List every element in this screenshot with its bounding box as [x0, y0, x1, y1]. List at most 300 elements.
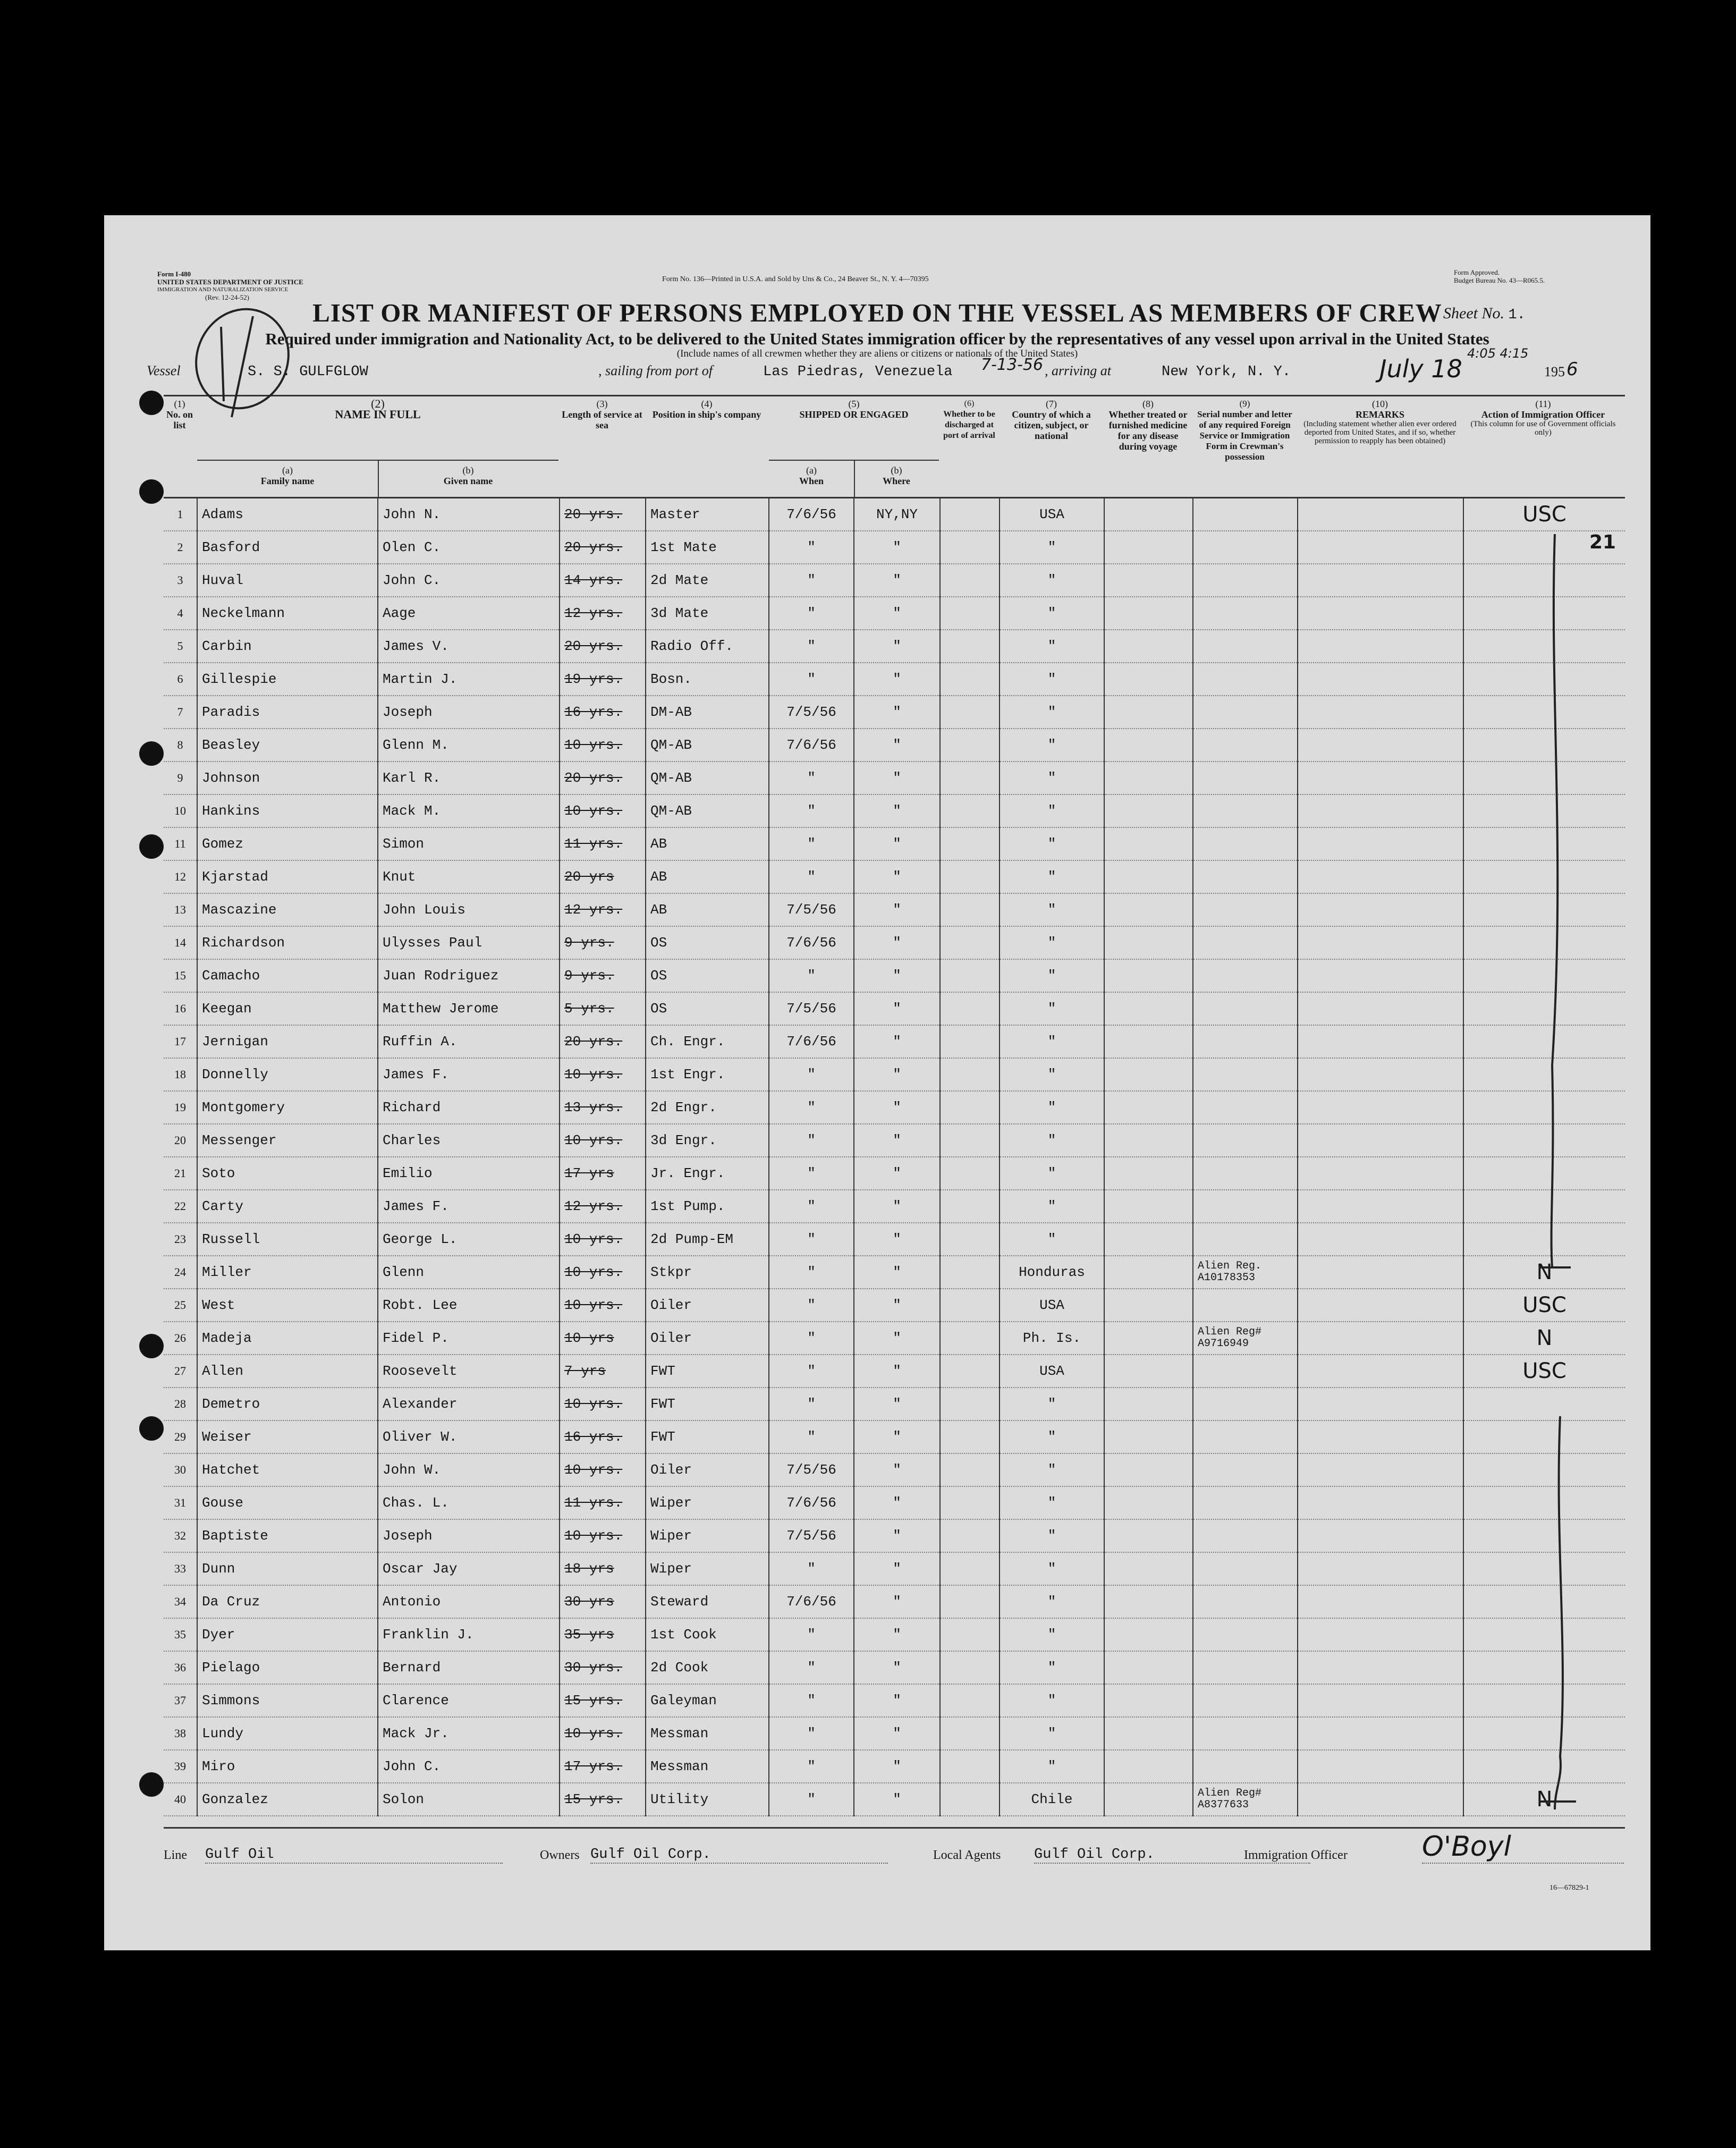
cell-med: [1104, 893, 1193, 926]
table-row: [164, 1025, 1625, 1058]
cell-med: [1104, 531, 1193, 564]
table-row: [164, 1058, 1625, 1091]
cell-where: ": [854, 1322, 940, 1355]
cell-where: ": [854, 663, 940, 696]
cell-country: ": [1000, 1388, 1104, 1420]
cell-form: [1193, 498, 1298, 531]
cell-given: Matthew Jerome: [378, 992, 560, 1025]
cell-action: USC: [1463, 1355, 1625, 1388]
cell-service: 20 yrs: [560, 860, 646, 893]
cell-med: [1104, 1091, 1193, 1124]
cell-med: [1104, 1322, 1193, 1355]
cell-position: Oiler: [646, 1289, 769, 1322]
cell-position: 1st Mate: [646, 531, 769, 564]
cell-med: [1104, 1190, 1193, 1223]
cell-when: ": [769, 1552, 854, 1585]
cell-service: 20 yrs.: [560, 630, 646, 663]
page-number: 21: [1589, 531, 1616, 553]
cell-form: [1193, 1190, 1298, 1223]
cell-service: 10 yrs.: [560, 1256, 646, 1289]
cell-disch: [940, 1091, 1000, 1124]
cell-family: Keegan: [197, 992, 378, 1025]
table-row: [164, 794, 1625, 827]
cell-service: 18 yrs: [560, 1552, 646, 1585]
cell-when: ": [769, 1783, 854, 1816]
cell-position: Jr. Engr.: [646, 1157, 769, 1190]
cell-family: Da Cruz: [197, 1585, 378, 1618]
cell-med: [1104, 1256, 1193, 1289]
cell-no: 35: [164, 1618, 197, 1651]
cell-service: 16 yrs.: [560, 1420, 646, 1453]
cell-med: [1104, 564, 1193, 597]
cell-disch: [940, 1388, 1000, 1420]
cell-country: ": [1000, 1717, 1104, 1750]
cell-position: Bosn.: [646, 663, 769, 696]
cell-where: ": [854, 1025, 940, 1058]
cell-given: Roosevelt: [378, 1355, 560, 1388]
sheet-number: 1.: [1508, 307, 1526, 323]
cell-form: [1193, 1025, 1298, 1058]
cell-service: 12 yrs.: [560, 1190, 646, 1223]
table-row: [164, 1256, 1625, 1289]
cell-service: 12 yrs.: [560, 893, 646, 926]
cell-country: ": [1000, 1486, 1104, 1519]
col-no-header: (1) No. on list: [166, 399, 193, 430]
cell-family: Dunn: [197, 1552, 378, 1585]
cell-family: Johnson: [197, 762, 378, 794]
cell-country: ": [1000, 1519, 1104, 1552]
cell-where: ": [854, 1750, 940, 1783]
cell-form: Alien Reg. A10178353: [1193, 1256, 1298, 1289]
cell-where: ": [854, 959, 940, 992]
cell-remarks: [1298, 992, 1463, 1025]
cell-country: ": [1000, 1552, 1104, 1585]
cell-disch: [940, 564, 1000, 597]
cell-no: 39: [164, 1750, 197, 1783]
cell-position: Messman: [646, 1717, 769, 1750]
cell-given: Solon: [378, 1783, 560, 1816]
table-row: [164, 1124, 1625, 1157]
cell-position: QM-AB: [646, 794, 769, 827]
cell-no: 17: [164, 1025, 197, 1058]
cell-remarks: [1298, 959, 1463, 992]
cell-med: [1104, 1355, 1193, 1388]
cell-disch: [940, 498, 1000, 531]
line-value: Gulf Oil: [205, 1847, 503, 1864]
cell-position: Master: [646, 498, 769, 531]
cell-given: John Louis: [378, 893, 560, 926]
cell-no: 28: [164, 1388, 197, 1420]
cell-position: 3d Mate: [646, 597, 769, 630]
cell-service: 30 yrs: [560, 1585, 646, 1618]
cell-when: ": [769, 1091, 854, 1124]
cell-country: ": [1000, 893, 1104, 926]
cell-position: FWT: [646, 1420, 769, 1453]
cell-family: Gouse: [197, 1486, 378, 1519]
cell-position: Utility: [646, 1783, 769, 1816]
cell-service: 10 yrs: [560, 1322, 646, 1355]
cell-where: ": [854, 1783, 940, 1816]
cell-where: ": [854, 1486, 940, 1519]
cell-service: 10 yrs.: [560, 794, 646, 827]
cell-form: [1193, 1453, 1298, 1486]
cell-service: 20 yrs.: [560, 1025, 646, 1058]
cell-no: 14: [164, 926, 197, 959]
cell-given: Charles: [378, 1124, 560, 1157]
officer-signature: O'Boyl: [1422, 1831, 1624, 1864]
cell-remarks: [1298, 794, 1463, 827]
cell-position: Wiper: [646, 1552, 769, 1585]
cell-remarks: [1298, 1223, 1463, 1256]
cell-where: ": [854, 696, 940, 729]
cell-remarks: [1298, 860, 1463, 893]
cell-position: Wiper: [646, 1519, 769, 1552]
cell-country: ": [1000, 1651, 1104, 1684]
punch-hole: [139, 391, 164, 415]
cell-country: ": [1000, 1453, 1104, 1486]
cell-form: [1193, 1585, 1298, 1618]
cell-position: DM-AB: [646, 696, 769, 729]
cell-when: 7/5/56: [769, 1519, 854, 1552]
cell-form: [1193, 531, 1298, 564]
cell-family: Gillespie: [197, 663, 378, 696]
cell-given: Karl R.: [378, 762, 560, 794]
cell-when: ": [769, 1355, 854, 1388]
cell-remarks: [1298, 1289, 1463, 1322]
cell-country: ": [1000, 630, 1104, 663]
cell-family: West: [197, 1289, 378, 1322]
cell-remarks: [1298, 564, 1463, 597]
departure-port: Las Piedras, Venezuela: [763, 364, 953, 380]
cell-position: 2d Cook: [646, 1651, 769, 1684]
arrival-date: July 18: [1379, 354, 1462, 383]
col-serial-header: (9) Serial number and letter of any required Foreign Service or Immigration Form in Crewman's possession: [1197, 399, 1292, 462]
table-row: [164, 1618, 1625, 1651]
cell-service: 10 yrs.: [560, 1717, 646, 1750]
punch-hole: [139, 1416, 164, 1441]
cell-disch: [940, 1618, 1000, 1651]
cell-service: 10 yrs.: [560, 1124, 646, 1157]
form-revision: (Rev. 12-24-52): [205, 293, 249, 301]
cell-given: Knut: [378, 860, 560, 893]
table-bottom-rule: [164, 1827, 1625, 1829]
cell-country: Ph. Is.: [1000, 1322, 1104, 1355]
table-row: [164, 1355, 1625, 1388]
table-row: [164, 1585, 1625, 1618]
cell-given: Martin J.: [378, 663, 560, 696]
cell-disch: [940, 1519, 1000, 1552]
cell-service: 14 yrs.: [560, 564, 646, 597]
table-row: [164, 630, 1625, 663]
cell-service: 20 yrs.: [560, 498, 646, 531]
cell-when: ": [769, 1124, 854, 1157]
cell-position: Ch. Engr.: [646, 1025, 769, 1058]
cell-remarks: [1298, 1453, 1463, 1486]
cell-family: Mascazine: [197, 893, 378, 926]
table-row: [164, 1388, 1625, 1420]
cell-no: 36: [164, 1651, 197, 1684]
cell-med: [1104, 1289, 1193, 1322]
cell-when: ": [769, 663, 854, 696]
cell-no: 5: [164, 630, 197, 663]
cell-disch: [940, 1058, 1000, 1091]
cell-family: Allen: [197, 1355, 378, 1388]
cell-no: 4: [164, 597, 197, 630]
cell-no: 11: [164, 827, 197, 860]
cell-action: N: [1463, 1783, 1625, 1816]
cell-family: Paradis: [197, 696, 378, 729]
cell-action: USC: [1463, 1289, 1625, 1322]
cell-med: [1104, 1025, 1193, 1058]
cell-given: Glenn M.: [378, 729, 560, 762]
cell-country: ": [1000, 1025, 1104, 1058]
cell-form: [1193, 1717, 1298, 1750]
cell-form: [1193, 630, 1298, 663]
cell-no: 3: [164, 564, 197, 597]
cell-country: ": [1000, 1190, 1104, 1223]
cell-disch: [940, 1256, 1000, 1289]
cell-when: ": [769, 1684, 854, 1717]
cell-position: 2d Mate: [646, 564, 769, 597]
cell-disch: [940, 1585, 1000, 1618]
cell-remarks: [1298, 1091, 1463, 1124]
cell-disch: [940, 959, 1000, 992]
table-row: [164, 498, 1625, 531]
cell-given: John C.: [378, 1750, 560, 1783]
cell-form: [1193, 959, 1298, 992]
punch-hole: [139, 834, 164, 859]
cell-no: 18: [164, 1058, 197, 1091]
col-where-header: (b) Where: [883, 465, 910, 486]
cell-family: Madeja: [197, 1322, 378, 1355]
action-brackets: [1518, 534, 1603, 1820]
cell-remarks: [1298, 1684, 1463, 1717]
cell-form: [1193, 860, 1298, 893]
cell-where: ": [854, 794, 940, 827]
cell-when: ": [769, 1388, 854, 1420]
cell-disch: [940, 597, 1000, 630]
cell-position: 1st Cook: [646, 1618, 769, 1651]
cell-given: Richard: [378, 1091, 560, 1124]
cell-no: 12: [164, 860, 197, 893]
cell-service: 11 yrs.: [560, 1486, 646, 1519]
vessel-name: S. S. GULFGLOW: [248, 364, 368, 380]
subtitle-note: (Include names of all crewmen whether they are aliens or citizens or nationals of the United States): [676, 348, 1078, 359]
cell-where: NY,NY: [854, 498, 940, 531]
manifest-sheet: Form I-480 UNITED STATES DEPARTMENT OF JUSTICE IMMIGRATION AND NATURALIZATION SERVICE (Rev. 12-24-52) Form No. 136—Printed in U.S.A. and Sold by Uns & Co., 24 Beaver St., N. Y. 4—70395 Form Approved. Budget Bureau No. 43—R065.5. LIST OR MANIFEST OF PERSONS EMPLOYED ON THE VESSEL AS MEMBERS OF CREW Sheet No. 1. Required under immigration and Nationality Act, to be delivered to the United States immigration officer by the representatives of any vessel upon arrival in the United States (Include names of all crewmen whether they are aliens or citizens or nationals of the United States) Vessel S. S. GULFGLOW , sailing from port of Las Piedras, Venezuela 7-13-56 , arriving at New York, N. Y. July 18 195 6 4:05 4:15 (1) No. on list (2) NAME IN FULL (a) Family name (b) Given name (3) Length of service at sea (4) Position in ship's company (5) SHIPPED OR ENGAGED (a) When (b) Where (6) Whether to be discharged at port of arrival (7) Country of which a citizen, subject, or national (8) Whether treated or furnished medicine for any disease during voyage (9) Serial number and letter of any required Foreign Service or Immigration Form in Crewman's possession (10) REMARKS (Including statement whether alien ever ordered deported from United States, and if so, whether permission to reapply has been obtained) (11) Action of Immigration Officer (This column for use of Government officials only) 1 Adams John N. 20 yrs. Master 7/6/56 NY,NY USA USC 2 Basford Olen C. 20 yrs. 1st Mate " " " 3 Huval John C. 14 yrs. 2d Mate " " " 4 Neckelmann Aage 12 yrs. 3d Mate " " " 5 Carbin James V. 20 yrs. Radio Off. " " " 6 Gillespie Martin J. 19 yrs. Bosn. " " " 7 Paradis Joseph 16 yrs. DM-AB 7/5/56 " " 8 Beasley Glenn M. 10 yrs. QM-AB 7/6/56 " " 9 Johnson Karl R. 20 yrs. QM-AB " " " 10 Hankins Mack M. 10 yrs. QM-AB " " " 11 Gomez Simon 11 yrs. AB " " " 12 Kjarstad Knut 20 yrs AB " " " 13 Mascazine John Louis 12 yrs. AB 7/5/56 " " 14 Richardson Ulysses Paul 9 yrs. OS 7/6/56 " " 15 Camacho Juan Rodriguez 9 yrs. OS " " " 16 Keegan Matthew Jerome 5 yrs. OS 7/5/56 " " 17 Jernigan Ruffin A. 20 yrs. Ch. Engr. 7/6/56 " " 18 Donnelly James F. 10 yrs. 1st Engr. " " " 19 Montgomery Richard 13 yrs. 2d Engr. " " " 20 Messenger Charles 10 yrs. 3d Engr. " " " 21 Soto Emilio 17 yrs Jr. Engr. " " " 22 Carty James F. 12 yrs. 1st Pump. " " " 23 Russell George L. 10 yrs. 2d Pump-EM " " " 24 Miller Glenn 10 yrs. Stkpr " " Honduras Alien Reg. A10178353 N 25 West Robt. Lee 10 yrs. Oiler " " USA USC 26 Madeja Fidel P. 10 yrs Oiler " " Ph. Is. Alien Reg# A9716949 N 27 Allen Roosevelt 7 yrs FWT " " USA USC 28 Demetro Alexander 10 yrs. FWT " " " 29 Weiser Oliver W. 16 yrs. FWT " " " 30 Hatchet John W. 10 yrs. Oiler 7/5/56 " " 31 Gouse Chas. L. 11 yrs. Wiper 7/6/56 " " 32 Baptiste Joseph 10 yrs. Wiper 7/5/56 " " 33 Dunn Oscar Jay 18 yrs Wiper " " " 34 Da Cruz Antonio 30 yrs Steward 7/6/56 " " 35 Dyer Franklin J. 35 yrs 1st Cook " " " 36 Pielago Bernard 30 yrs. 2d Cook " " " 37 Simmons Clarence 15 yrs. Galeyman " " " 38 Lundy Mack Jr. 10 yrs. Messman " " " 39 Miro John C. 17 yrs. Messman " " " 40 Gonzalez Solon 15 yrs. Utility " " Chile Alien Reg# A8377633 N 21 Line Gulf Oil Owners Gulf Oil Corp. Local Agents Gulf Oil Corp. Immigration Officer O'Boyl 16—67829-1: [104, 215, 1650, 1950]
cell-no: 9: [164, 762, 197, 794]
cell-country: ": [1000, 860, 1104, 893]
cell-no: 23: [164, 1223, 197, 1256]
cell-given: Franklin J.: [378, 1618, 560, 1651]
cell-remarks: [1298, 1190, 1463, 1223]
cell-country: Honduras: [1000, 1256, 1104, 1289]
check-mark-scribble: [173, 295, 301, 428]
cell-remarks: [1298, 1783, 1463, 1816]
cell-med: [1104, 729, 1193, 762]
punch-hole: [139, 479, 164, 504]
cell-given: James V.: [378, 630, 560, 663]
cell-form: [1193, 729, 1298, 762]
cell-when: ": [769, 1223, 854, 1256]
cell-no: 8: [164, 729, 197, 762]
cell-med: [1104, 926, 1193, 959]
cell-when: ": [769, 1190, 854, 1223]
cell-no: 33: [164, 1552, 197, 1585]
col-name-header: (2) NAME IN FULL: [335, 397, 421, 421]
cell-where: ": [854, 597, 940, 630]
cell-country: ": [1000, 696, 1104, 729]
cell-disch: [940, 827, 1000, 860]
service-name: IMMIGRATION AND NATURALIZATION SERVICE: [157, 286, 289, 293]
form-code: 16—67829-1: [1549, 1884, 1589, 1892]
cell-when: ": [769, 794, 854, 827]
cell-country: ": [1000, 1124, 1104, 1157]
cell-remarks: [1298, 926, 1463, 959]
cell-position: Galeyman: [646, 1684, 769, 1717]
cell-family: Montgomery: [197, 1091, 378, 1124]
col-position-header: (4) Position in ship's company: [652, 399, 761, 420]
cell-country: ": [1000, 1750, 1104, 1783]
cell-remarks: [1298, 1058, 1463, 1091]
cell-med: [1104, 1453, 1193, 1486]
cell-given: Oliver W.: [378, 1420, 560, 1453]
cell-form: [1193, 992, 1298, 1025]
cell-remarks: [1298, 498, 1463, 531]
cell-med: [1104, 1157, 1193, 1190]
cell-med: [1104, 762, 1193, 794]
cell-form: [1193, 1223, 1298, 1256]
cell-country: ": [1000, 1058, 1104, 1091]
cell-no: 24: [164, 1256, 197, 1289]
cell-service: 15 yrs.: [560, 1684, 646, 1717]
cell-family: Neckelmann: [197, 597, 378, 630]
cell-no: 26: [164, 1322, 197, 1355]
cell-disch: [940, 1453, 1000, 1486]
cell-disch: [940, 1289, 1000, 1322]
cell-disch: [940, 630, 1000, 663]
cell-where: ": [854, 926, 940, 959]
cell-position: AB: [646, 827, 769, 860]
cell-form: [1193, 1750, 1298, 1783]
col-family-header: (a) Family name: [260, 465, 315, 486]
cell-action: N: [1463, 1322, 1625, 1355]
cell-service: 9 yrs.: [560, 926, 646, 959]
cell-disch: [940, 762, 1000, 794]
cell-when: ": [769, 1717, 854, 1750]
cell-remarks: [1298, 1519, 1463, 1552]
cell-when: 7/5/56: [769, 893, 854, 926]
cell-given: Oscar Jay: [378, 1552, 560, 1585]
punch-hole: [139, 1334, 164, 1358]
cell-position: QM-AB: [646, 729, 769, 762]
col-discharged-header: (6) Whether to be discharged at port of arrival: [943, 399, 995, 440]
col-action-header: (11) Action of Immigration Officer (This column for use of Government officials only): [1470, 399, 1616, 437]
table-row: [164, 762, 1625, 794]
cell-given: Clarence: [378, 1684, 560, 1717]
cell-remarks: [1298, 630, 1463, 663]
cell-form: Alien Reg# A9716949: [1193, 1322, 1298, 1355]
cell-country: ": [1000, 1223, 1104, 1256]
cell-country: ": [1000, 827, 1104, 860]
cell-where: ": [854, 1519, 940, 1552]
cell-no: 30: [164, 1453, 197, 1486]
cell-given: Bernard: [378, 1651, 560, 1684]
agents-value: Gulf Oil Corp.: [1034, 1847, 1310, 1864]
cell-family: Miro: [197, 1750, 378, 1783]
cell-given: Chas. L.: [378, 1486, 560, 1519]
cell-med: [1104, 1783, 1193, 1816]
cell-service: 20 yrs.: [560, 531, 646, 564]
cell-country: ": [1000, 531, 1104, 564]
cell-where: ": [854, 1388, 940, 1420]
cell-no: 20: [164, 1124, 197, 1157]
cell-form: [1193, 663, 1298, 696]
cell-disch: [940, 1223, 1000, 1256]
cell-action: N: [1463, 1256, 1625, 1289]
cell-remarks: [1298, 531, 1463, 564]
crew-table: [164, 498, 1625, 1816]
cell-remarks: [1298, 1717, 1463, 1750]
cell-family: Richardson: [197, 926, 378, 959]
cell-family: Lundy: [197, 1717, 378, 1750]
cell-disch: [940, 531, 1000, 564]
cell-family: Baptiste: [197, 1519, 378, 1552]
cell-form: [1193, 1684, 1298, 1717]
cell-position: 3d Engr.: [646, 1124, 769, 1157]
cell-remarks: [1298, 1388, 1463, 1420]
cell-country: ": [1000, 992, 1104, 1025]
cell-remarks: [1298, 663, 1463, 696]
cell-family: Messenger: [197, 1124, 378, 1157]
cell-when: ": [769, 1157, 854, 1190]
cell-form: [1193, 1519, 1298, 1552]
cell-given: Joseph: [378, 1519, 560, 1552]
cell-no: 31: [164, 1486, 197, 1519]
cell-service: 19 yrs.: [560, 663, 646, 696]
cell-given: Joseph: [378, 696, 560, 729]
cell-position: Radio Off.: [646, 630, 769, 663]
cell-disch: [940, 794, 1000, 827]
cell-position: QM-AB: [646, 762, 769, 794]
cell-given: John N.: [378, 498, 560, 531]
cell-remarks: [1298, 1025, 1463, 1058]
cell-where: ": [854, 893, 940, 926]
cell-disch: [940, 1025, 1000, 1058]
cell-where: ": [854, 729, 940, 762]
cell-form: [1193, 762, 1298, 794]
cell-disch: [940, 696, 1000, 729]
cell-med: [1104, 959, 1193, 992]
table-row: [164, 959, 1625, 992]
cell-position: OS: [646, 959, 769, 992]
cell-where: ": [854, 630, 940, 663]
cell-med: [1104, 597, 1193, 630]
cell-remarks: [1298, 1585, 1463, 1618]
cell-med: [1104, 663, 1193, 696]
cell-med: [1104, 630, 1193, 663]
cell-when: ": [769, 564, 854, 597]
cell-disch: [940, 729, 1000, 762]
col-remarks-header: (10) REMARKS (Including statement whether alien ever ordered deported from United States, and if so, whether permission to reapply has been obtained): [1303, 399, 1456, 445]
cell-no: 27: [164, 1355, 197, 1388]
cell-service: 10 yrs.: [560, 1289, 646, 1322]
cell-med: [1104, 1058, 1193, 1091]
cell-no: 6: [164, 663, 197, 696]
cell-family: Gonzalez: [197, 1783, 378, 1816]
printer-line: Form No. 136—Printed in U.S.A. and Sold by Uns & Co., 24 Beaver St., N. Y. 4—70395: [662, 275, 929, 283]
cell-remarks: [1298, 597, 1463, 630]
